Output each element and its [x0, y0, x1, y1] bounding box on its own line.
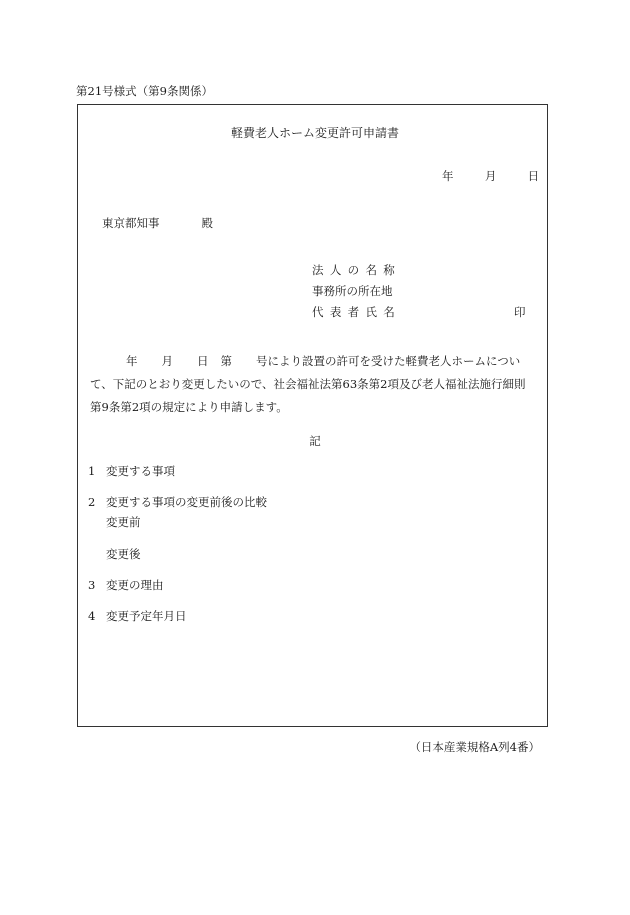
ki-heading: 記: [309, 434, 321, 448]
applicant-representative-label: 代表者氏名: [312, 305, 402, 319]
item-2: [88, 497, 267, 509]
item-4: [88, 611, 187, 623]
item-3-number: 3: [88, 578, 96, 592]
document-title: 軽費老人ホーム変更許可申請書: [230, 126, 399, 140]
body-line-2: て、下記のとおり変更したいので、社会福祉法第63条第2項及び老人福祉法施行細則: [90, 377, 526, 391]
item-2-label: 変更する事項の変更前後の比較: [106, 495, 267, 509]
item-1: [88, 466, 175, 478]
comparison-after-label: 変更後: [106, 547, 141, 561]
form-number: 第21号様式（第9条関係）: [76, 84, 213, 98]
body-day: 日: [197, 354, 209, 368]
date-day: 日: [527, 169, 540, 183]
addressee-name: 東京都知事: [102, 216, 160, 230]
item-3-label: 変更の理由: [106, 578, 164, 592]
date-year: 年: [442, 169, 454, 183]
item-1-number: 1: [88, 464, 96, 478]
item-3: [88, 580, 164, 592]
body-line-3: 第9条第2項の規定により申請します。: [90, 400, 288, 414]
body-paragraph: [90, 350, 540, 419]
body-year: 年: [126, 354, 138, 368]
body-month: 月: [161, 354, 173, 368]
applicant-name-label: 法人の名称: [312, 263, 402, 277]
seal-mark: 印: [514, 305, 526, 319]
item-4-label: 変更予定年月日: [106, 609, 187, 623]
item-2-number: 2: [88, 495, 96, 509]
item-1-label: 変更する事項: [106, 464, 175, 478]
paper-standard-note: （日本産業規格A列4番）: [409, 740, 540, 754]
date-month: 月: [484, 169, 497, 183]
addressee-honorific: 殿: [201, 216, 213, 230]
body-dai: 第: [220, 354, 232, 368]
addressee: [102, 218, 213, 230]
applicant-office-label: 事務所の所在地: [312, 284, 393, 298]
date-line: [442, 171, 539, 183]
body-line-1-rest: 号により設置の許可を受けた軽費老人ホームについ: [256, 354, 521, 368]
body-line-1: [90, 350, 540, 373]
comparison-before-label: 変更前: [106, 515, 141, 529]
item-4-number: 4: [88, 609, 96, 623]
